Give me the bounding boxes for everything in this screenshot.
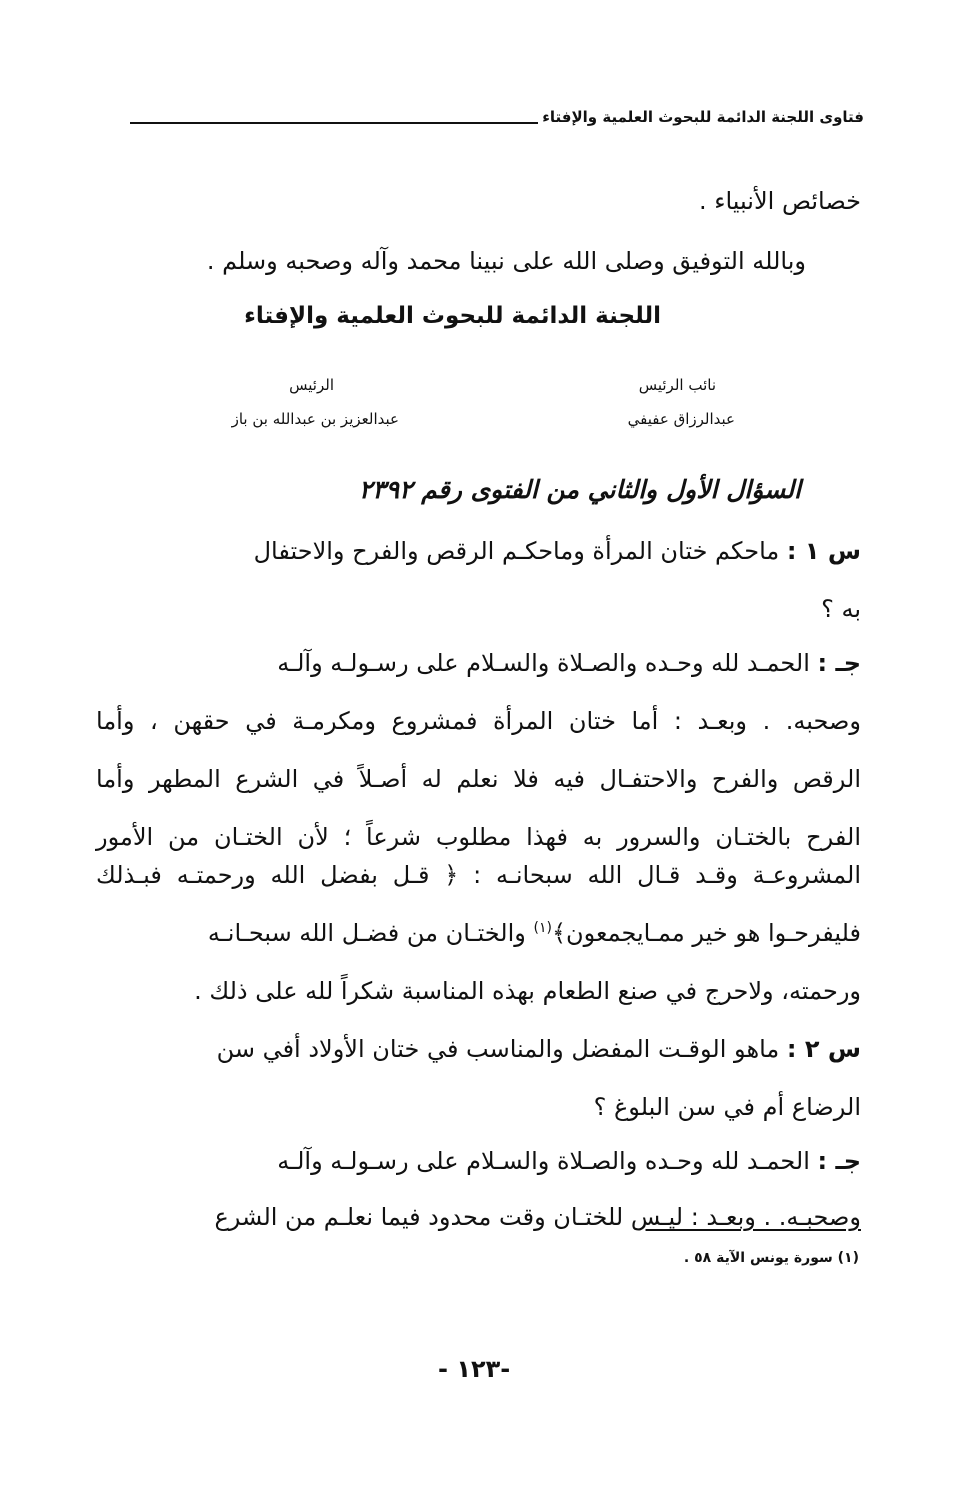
fatwa-heading: السؤال الأول والثاني من الفتوى رقم ٢٣٩٢ [358,475,801,504]
answer-1-line-6 [96,920,861,946]
answer-2-line-2 [96,1204,861,1230]
intro-line-1: خصائص الأنبياء . [698,187,861,215]
footnote: (١) سورة يونس الآية ٥٨ . [683,1250,859,1266]
answer-1-line-5: المشروعـة وقـد قـال الله سبحانـه : ﴿ قـل بفضل الله ورحمتـه فبـذلك [96,861,861,889]
answer-1-text-6: والختـان من فضـل الله سبحـانـه [207,919,534,947]
question-1-label: س ١ : [786,537,861,565]
question-2-line-2: الرضاع أم في سن البلوغ ؟ [593,1093,861,1121]
answer-1-label: جـ : [817,649,861,677]
answer-1-line-7: ورحمته، ولاحرج في صنع الطعام بهذه المناسبة شكراً لله على ذلك . [194,977,861,1005]
vice-chair-label: نائب الرئيس [638,376,716,394]
underlined-text: وصحبـه. . وبعـد : ليـس [630,1203,861,1231]
intro-line-2: وبالله التوفيق وصلى الله على نبينا محمد وآله وصحبه وسلم . [206,247,806,275]
running-header: فتاوى اللجنة الدائمة للبحوث العلمية والإفتاء [542,108,864,126]
answer-2-text-1: الحمـد لله وحـده والصـلاة والسـلام على رسـولـه وآلـه [277,1147,810,1175]
committee-title: اللجنة الدائمة للبحوث العلمية والإفتاء [244,303,661,329]
footnote-ref: (١) [533,920,552,936]
answer-1-line-2: وصحبه. . وبعـد : أما ختان المرأة فمشروع ومكرمـة في حقهن ، وأما [96,707,861,735]
quran-quote-end: فليفرحـوا هو خير ممـايجمعون﴾ [551,919,861,947]
answer-1-line-1 [96,650,861,676]
answer-2-label: جـ : [817,1147,861,1175]
page-number: - ١٢٣- [438,1355,511,1383]
question-2-line-1 [96,1036,861,1062]
question-1-line-1 [96,538,861,564]
question-1-text: ماحكم ختان المرأة وماحكـم الرقص والفرح والاحتفال [253,537,780,565]
question-2-label: س ٢ : [786,1035,861,1063]
chair-name: عبدالعزيز بن عبدالله بن باز [231,410,399,428]
header-rule [130,122,538,124]
answer-1-line-3: الرقص والفرح والاحتفـال فيه فلا نعلم له أصـلاً في الشرع المطهر وأما [96,765,861,793]
question-2-text: ماهو الوقـت المفضل والمناسب في ختان الأولاد أفي سن [216,1035,780,1063]
answer-1-line-4: الفرح بالختـان والسرور به فهذا مطلوب شرعاً ؛ لأن الختـان من الأمور [96,823,861,851]
question-1-line-2: به ؟ [821,595,861,623]
chair-label: الرئيس [289,376,334,394]
answer-2-line-1 [96,1148,861,1174]
answer-1-text-1: الحمـد لله وحـده والصـلاة والسـلام على رسـولـه وآلـه [277,649,810,677]
vice-chair-name: عبدالرزاق عفيفي [627,410,735,428]
answer-2-text-2: للختـان وقت محدود فيما نعلـم من الشرع [214,1203,631,1231]
